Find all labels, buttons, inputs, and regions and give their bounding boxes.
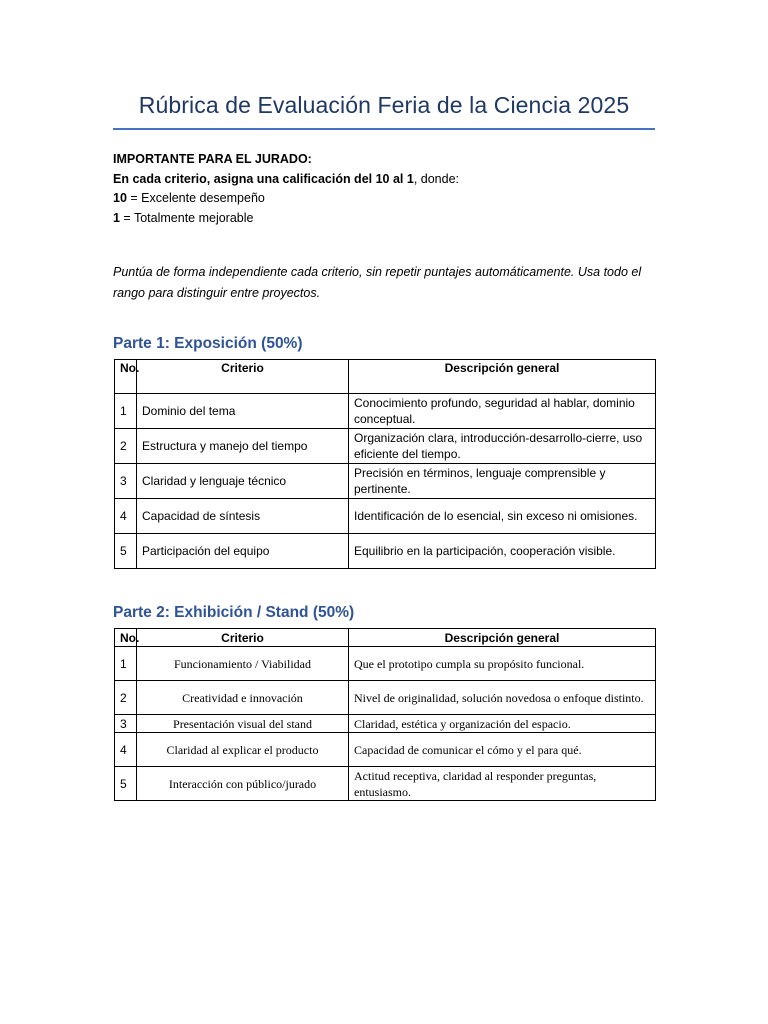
row-no: 4	[115, 499, 137, 534]
part2-table	[114, 628, 656, 801]
table-row	[115, 715, 656, 733]
row-criterio: Creatividad e innovación	[137, 681, 349, 715]
title-underline	[113, 128, 655, 130]
row-descripcion: Precisión en términos, lenguaje comprensible y pertinente.	[349, 464, 656, 499]
jury-instructions	[113, 150, 459, 228]
row-no: 5	[115, 767, 137, 801]
row-criterio: Funcionamiento / Viabilidad	[137, 647, 349, 681]
page-title: Rúbrica de Evaluación Feria de la Ciencia 2025	[138, 92, 630, 118]
row-criterio: Presentación visual del stand	[137, 715, 349, 733]
row-descripcion: Claridad, estética y organización del espacio.	[349, 715, 656, 733]
table-row	[115, 499, 656, 534]
row-no: 5	[115, 534, 137, 569]
row-descripcion: Capacidad de comunicar el cómo y el para qué.	[349, 733, 656, 767]
row-no: 3	[115, 715, 137, 733]
row-criterio: Claridad al explicar el producto	[137, 733, 349, 767]
row-no: 2	[115, 429, 137, 464]
row-descripcion: Equilibrio en la participación, cooperación visible.	[349, 534, 656, 569]
table-row	[115, 429, 656, 464]
scale-min-line	[113, 209, 459, 229]
row-descripcion: Organización clara, introducción-desarrollo-cierre, uso eficiente del tiempo.	[349, 429, 656, 464]
scale-min-value: 1	[113, 210, 120, 225]
instructions-scale-line	[113, 170, 459, 190]
table-row	[115, 681, 656, 715]
table-header-row	[115, 360, 656, 394]
row-no: 1	[115, 647, 137, 681]
row-criterio: Participación del equipo	[137, 534, 349, 569]
header-descripcion: Descripción general	[349, 360, 656, 394]
row-descripcion: Actitud receptiva, claridad al responder preguntas, entusiasmo.	[349, 767, 656, 801]
table-header-row	[115, 629, 656, 647]
scale-max-value: 10	[113, 191, 127, 205]
table-row	[115, 534, 656, 569]
header-criterio: Criterio	[137, 360, 349, 394]
header-criterio: Criterio	[137, 629, 349, 647]
scale-min-label: = Totalmente mejorable	[119, 210, 254, 225]
row-criterio: Claridad y lenguaje técnico	[137, 464, 349, 499]
row-criterio: Capacidad de síntesis	[137, 499, 349, 534]
scale-rule-rest: , donde:	[413, 171, 460, 186]
scale-max-label: = Excelente desempeño	[126, 191, 265, 205]
row-no: 1	[115, 394, 137, 429]
scale-max-line	[113, 189, 459, 209]
row-descripcion: Nivel de originalidad, solución novedosa o enfoque distinto.	[349, 681, 656, 715]
table-row	[115, 464, 656, 499]
table-row	[115, 767, 656, 801]
part1-table	[114, 359, 656, 569]
row-criterio: Estructura y manejo del tiempo	[137, 429, 349, 464]
row-criterio: Interacción con público/jurado	[137, 767, 349, 801]
part1-title: Parte 1: Exposición (50%)	[113, 335, 303, 352]
table-row	[115, 733, 656, 767]
row-descripcion: Identificación de lo esencial, sin exceso ni omisiones.	[349, 499, 656, 534]
instructions-heading: IMPORTANTE PARA EL JURADO:	[113, 152, 312, 166]
row-no: 2	[115, 681, 137, 715]
header-descripcion: Descripción general	[349, 629, 656, 647]
row-criterio: Dominio del tema	[137, 394, 349, 429]
scoring-note: Puntúa de forma independiente cada criterio, sin repetir puntajes automáticamente. Usa todo el rango para distinguir entre proyectos.	[113, 265, 642, 300]
row-no: 3	[115, 464, 137, 499]
row-no: 4	[115, 733, 137, 767]
table-row	[115, 394, 656, 429]
table-row	[115, 647, 656, 681]
row-descripcion: Que el prototipo cumpla su propósito funcional.	[349, 647, 656, 681]
header-no: No.	[115, 629, 137, 647]
header-no: No.	[115, 360, 137, 394]
row-descripcion: Conocimiento profundo, seguridad al hablar, dominio conceptual.	[349, 394, 656, 429]
scale-rule-bold: En cada criterio, asigna una calificación del 10 al 1	[113, 171, 414, 186]
part2-title: Parte 2: Exhibición / Stand (50%)	[113, 604, 355, 621]
